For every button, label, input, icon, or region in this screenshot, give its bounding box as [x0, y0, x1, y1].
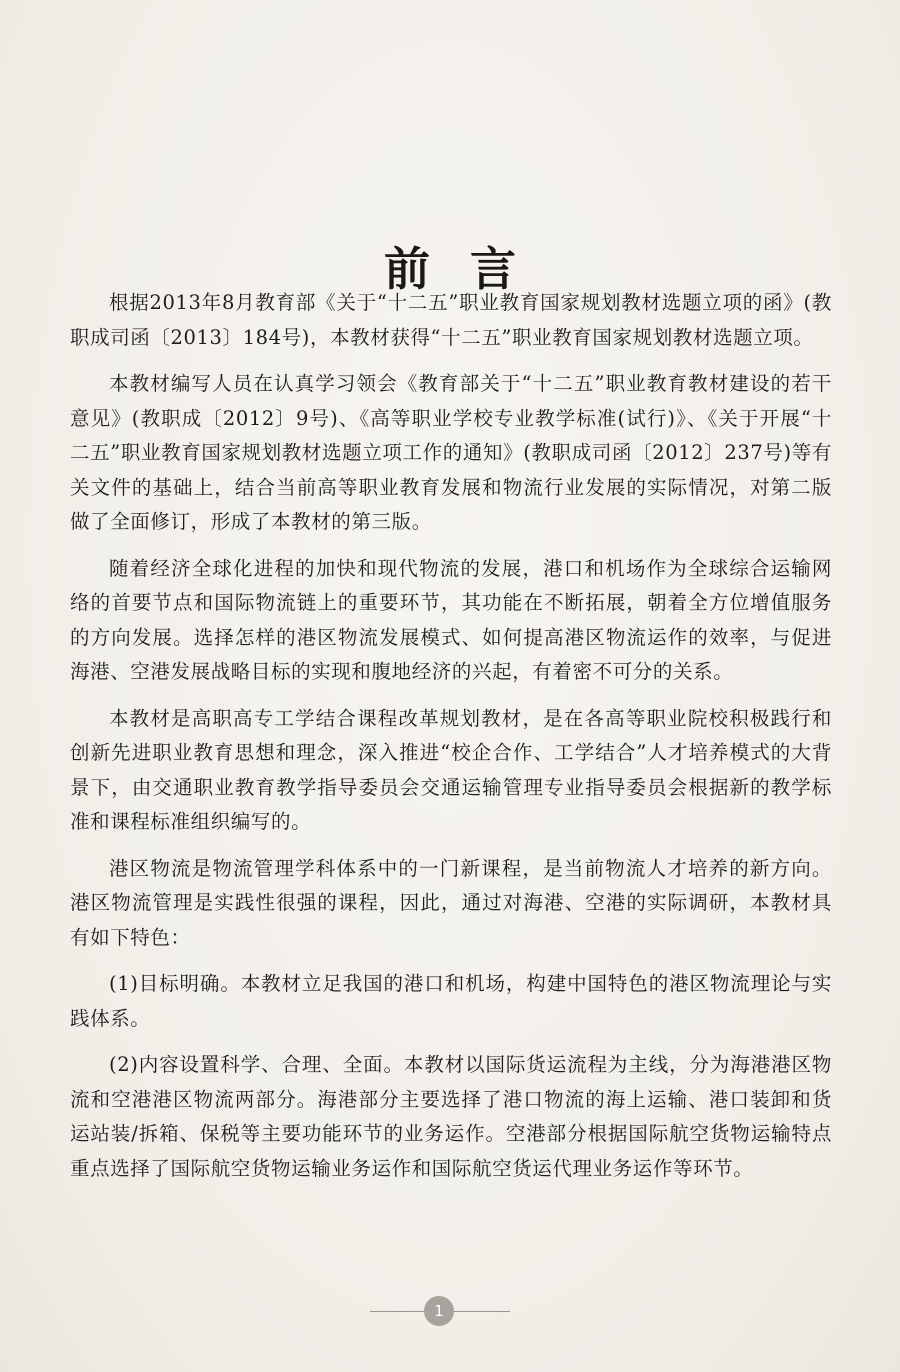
paragraph-7: (2)内容设置科学、合理、全面。本教材以国际货运流程为主线，分为海港港区物流和空港港区物流两部分。海港部分主要选择了港口物流的海上运输、港口装卸和货运站装/拆箱、保税等主要功能环节的业务运作。空港部分根据国际航空货物运输特点重点选择了国际航空货物运输业务运作和国际航空货运代理业务运作等环节。	[70, 1053, 832, 1180]
page-number-badge: 1	[424, 1296, 454, 1326]
paragraph-6: (1)目标明确。本教材立足我国的港口和机场，构建中国特色的港区物流理论与实践体系。	[70, 972, 832, 1030]
paragraph-1: 根据2013年8月教育部《关于“十二五”职业教育国家规划教材选题立项的函》(教职成司函〔2013〕184号)，本教材获得“十二五”职业教育国家规划教材选题立项。	[70, 291, 832, 349]
paragraph-4: 本教材是高职高专工学结合课程改革规划教材，是在各高等职业院校积极践行和创新先进职业教育思想和理念，深入推进“校企合作、工学结合”人才培养模式的大背景下，由交通职业教育教学指导委员会交通运输管理专业指导委员会根据新的教学标准和课程标准组织编写的。	[70, 706, 832, 833]
paragraph-3: 随着经济全球化进程的加快和现代物流的发展，港口和机场作为全球综合运输网络的首要节点和国际物流链上的重要环节，其功能在不断拓展，朝着全方位增值服务的方向发展。选择怎样的港区物流发展模式、如何提高港区物流运作的效率，与促进海港、空港发展战略目标的实现和腹地经济的兴起，有着密不可分的关系。	[70, 556, 832, 683]
page-footer	[0, 1296, 900, 1326]
paragraph-2: 本教材编写人员在认真学习领会《教育部关于“十二五”职业教育教材建设的若干意见》(教职成〔2012〕9号)、《高等职业学校专业教学标准(试行)》、《关于开展“十二五”职业教育国家规划教材选题立项工作的通知》(教职成司函〔2012〕237号)等有关文件的基础上，结合当前高等职业教育发展和物流行业发展的实际情况，对第二版做了全面修订，形成了本教材的第三版。	[70, 372, 832, 533]
page-title: 前言	[384, 241, 556, 296]
preface-body	[70, 286, 832, 1198]
paragraph-5: 港区物流是物流管理学科体系中的一门新课程，是当前物流人才培养的新方向。港区物流管理是实践性很强的课程，因此，通过对海港、空港的实际调研，本教材具有如下特色：	[70, 856, 832, 949]
